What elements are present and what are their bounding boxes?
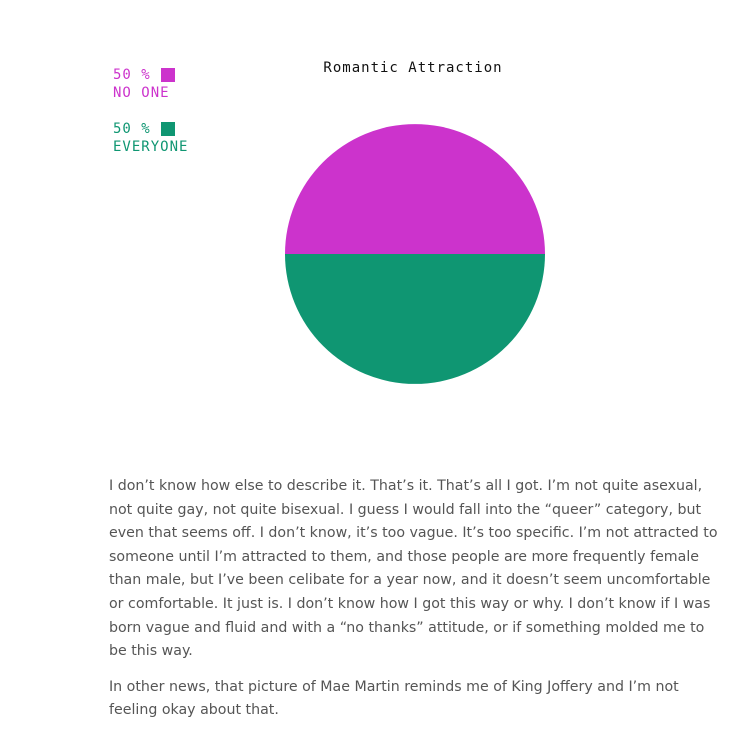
article-paragraph: In other news, that picture of Mae Martin reminds me of King Joffery and I’m not feeling okay about that. xyxy=(109,678,679,719)
legend-percent: 50 % xyxy=(113,67,151,83)
legend-label: EVERYONE xyxy=(113,139,189,155)
pie-slice-everyone xyxy=(285,254,545,384)
legend-label: NO ONE xyxy=(113,85,170,101)
pie-slice-no-one xyxy=(285,124,545,254)
chart-title: Romantic Attraction xyxy=(323,60,503,76)
legend-percent: 50 % xyxy=(113,121,151,137)
article-paragraph: I don’t know how else to describe it. That’s it. That’s all I got. I’m not quite asexual, not quite gay, not quite bisexual. I guess I would fall into the “queer” category, but even that seems off. I don’t know, it’s too vague. It’s too specific. I’m not attracted to someone until I’m attracted to them, and those people are more frequently female than male, but I’ve been celibate for a year now, and it doesn’t seem uncomfortable or comfortable. It just is. I don’t know how I got this way or why. I don’t know if I was born vague and fluid and with a “no thanks” attitude, or if something molded me to be this way. xyxy=(109,478,718,660)
article-body xyxy=(109,475,724,735)
